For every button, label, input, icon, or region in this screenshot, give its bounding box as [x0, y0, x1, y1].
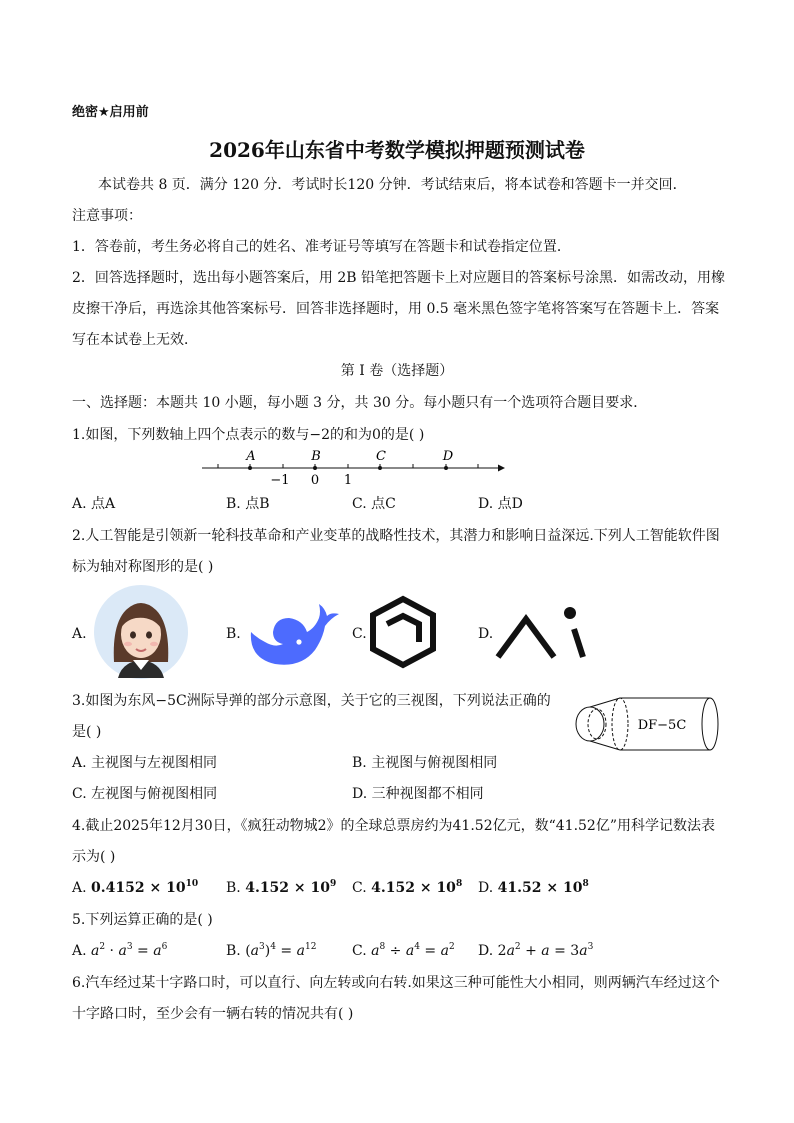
part-title: 第 I 卷（选择题）: [340, 363, 454, 379]
notice-item-2-line-1: 2．回答选择题时，选出每小题答案后，用 2B 铅笔把答题卡上对应题目的答案标号涂黑．如需改动，用橡: [72, 270, 726, 286]
point-b-dot: [313, 466, 317, 470]
q1-number-line-figure: [198, 446, 508, 488]
q5-option-b[interactable]: B. $(a^3)^4 = a^{12}$: [226, 942, 317, 959]
missile-figure: [570, 694, 722, 754]
q4-option-c[interactable]: C. $4.152 \times 10^8$: [352, 879, 463, 896]
q2-stem-line-1: 2.人工智能是引领新一轮科技革命和产业变革的战略性技术，其潜力和影响日益深远.下列人工智能软件图: [72, 528, 720, 544]
avatar-icon: [92, 584, 190, 680]
q5-option-a[interactable]: A. $a^2 \cdot a^3 = a^6$: [72, 942, 168, 959]
notice-item-2-line-2: 皮擦干净后，再选涂其他答案标号．回答非选择题时，用 0.5 毫米黑色签字笔将答案写在答题卡上．答案: [72, 301, 720, 317]
q1-option-b[interactable]: B. 点B: [226, 496, 270, 512]
q2-option-b-label[interactable]: B.: [226, 626, 241, 642]
q3-stem-line-1: 3.如图为东风−5C洲际导弹的部分示意图，关于它的三视图，下列说法正确的: [72, 693, 551, 709]
missile-label: DF−5C: [637, 718, 687, 733]
point-c-dot: [378, 466, 382, 470]
notice-item-2-line-3: 写在本试卷上无效．: [72, 332, 198, 348]
q5-stem: 5.下列运算正确的是( ): [72, 912, 213, 928]
q3-stem-line-2: 是( ): [72, 724, 102, 740]
q4-option-d[interactable]: D. $41.52 \times 10^8$: [478, 879, 589, 896]
q4-option-b[interactable]: B. $4.152 \times 10^9$: [226, 879, 337, 896]
q6-stem-line-1: 6.汽车经过某十字路口时，可以直行、向左转或向右转.如果这三种可能性大小相同，则两辆汽车经过这个: [72, 975, 720, 991]
q2-option-d-label[interactable]: D.: [478, 626, 494, 642]
number-line-arrow-icon: [498, 465, 505, 472]
q2-option-a-label[interactable]: A.: [72, 626, 87, 642]
q1-option-d[interactable]: D. 点D: [478, 496, 523, 512]
q1-option-c[interactable]: C. 点C: [352, 496, 396, 512]
ai-logo-icon: [494, 603, 588, 661]
secret-label: 绝密★启用前: [72, 105, 149, 120]
q3-option-a[interactable]: A. 主视图与左视图相同: [72, 755, 218, 771]
tick-label-minus-1: −1: [270, 473, 290, 488]
exam-title: 2026年山东省中考数学模拟押题预测试卷: [209, 138, 585, 162]
point-a-dot: [248, 466, 252, 470]
exam-intro: 本试卷共 8 页．满分 120 分．考试时长120 分钟．考试结束后，将本试卷和答题卡一并交回．: [98, 177, 687, 193]
q2-stem-line-2: 标为轴对称图形的是( ): [72, 559, 214, 575]
section-heading: 一、选择题：本题共 10 小题，每小题 3 分，共 30 分。每小题只有一个选项符合题目要求．: [72, 395, 648, 411]
tick-label-1: 1: [343, 473, 353, 488]
point-d-dot: [444, 466, 448, 470]
point-b-label: B: [311, 449, 321, 464]
q3-option-c[interactable]: C. 左视图与俯视图相同: [72, 786, 218, 802]
q1-stem: 1.如图，下列数轴上四个点表示的数与−2的和为0的是( ): [72, 427, 425, 443]
q4-stem-line-2: 示为( ): [72, 849, 116, 865]
q1-option-a[interactable]: A. 点A: [72, 496, 116, 512]
q5-option-c[interactable]: C. $a^8 \div a^4 = a^2$: [352, 942, 455, 959]
point-d-label: D: [442, 449, 454, 464]
cube-icon: [367, 594, 439, 670]
q6-stem-line-2: 十字路口时，至少会有一辆右转的情况共有( ): [72, 1006, 354, 1022]
notice-heading: 注意事项：: [72, 208, 142, 224]
q5-option-d[interactable]: D. $2a^2 + a = 3a^3$: [478, 942, 594, 959]
tick-label-0: 0: [310, 473, 320, 488]
whale-icon: [245, 598, 343, 670]
point-a-label: A: [246, 449, 256, 464]
q4-option-a[interactable]: A. $0.4152 \times 10^{10}$: [72, 879, 199, 896]
q2-option-c-label[interactable]: C.: [352, 626, 367, 642]
q3-option-b[interactable]: B. 主视图与俯视图相同: [352, 755, 498, 771]
notice-item-1: 1．答卷前，考生务必将自己的姓名、准考证号等填写在答题卡和试卷指定位置．: [72, 239, 571, 255]
point-c-label: C: [376, 449, 386, 464]
q4-stem-line-1: 4.截止2025年12月30日，《疯狂动物城2》的全球总票房约为41.52亿元，数“41.52亿”用科学记数法表: [72, 818, 715, 834]
q3-option-d[interactable]: D. 三种视图都不相同: [352, 786, 484, 802]
